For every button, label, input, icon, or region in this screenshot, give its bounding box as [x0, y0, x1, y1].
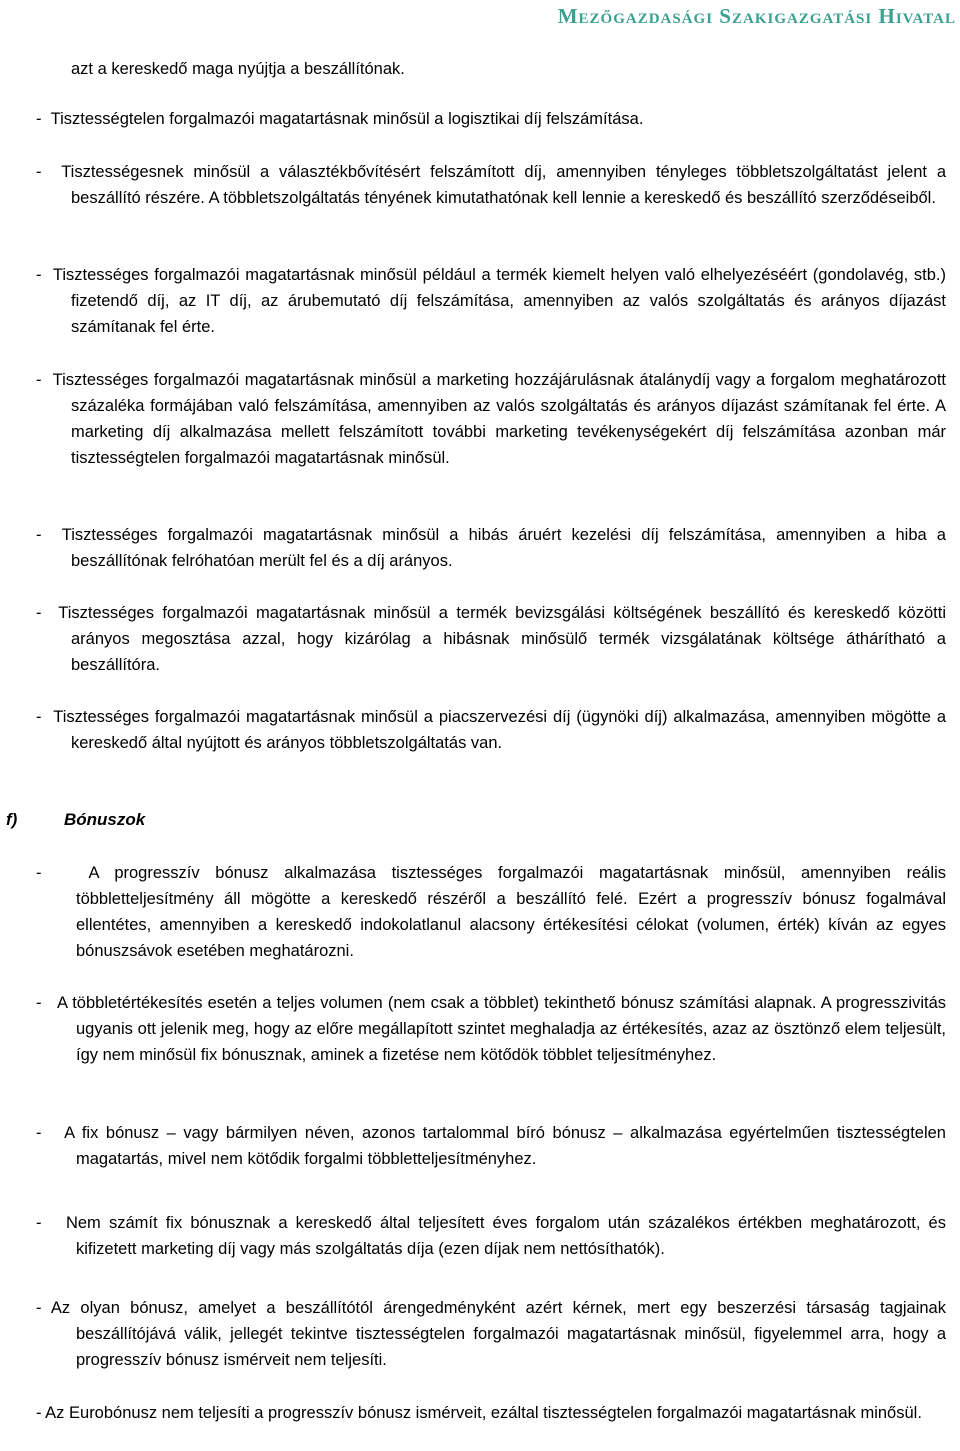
list-item-fixed-bonus: - A fix bónusz – vagy bármilyen néven, azonos tartalommal bíró bónusz – alkalmazása egyértelműen tisztességtelen magatartás, mivel nem kötődik forgalmi többletteljesítményhez.: [36, 1124, 946, 1168]
list-item-eurobonus: - Az Eurobónusz nem teljesíti a progresszív bónusz ismérveit, ezáltal tisztességtelen forgalmazói magatartásnak minősül.: [36, 1404, 922, 1422]
section-heading: [6, 810, 145, 830]
list-item-handling-fee: - Tisztességes forgalmazói magatartásnak minősül a hibás áruért kezelési díj felszámítása, amennyiben a hiba a beszállítónak felróhatóan merült fel és a díj arányos.: [36, 526, 946, 570]
section-letter: f): [6, 810, 18, 829]
list-item-purchasing-bonus: - Az olyan bónusz, amelyet a beszállítótól árengedményként azért kérnek, mert egy beszerzési társaság tagjainak beszállítójává válik, jellegét tekintve tisztességtelen forgalmazói magatartásnak minősül, figyelemmel arra, hogy a progresszív bónusz ismérveit nem teljesíti.: [36, 1299, 946, 1369]
list-item-placement-fee: - Tisztességes forgalmazói magatartásnak minősül például a termék kiemelt helyen való elhelyezéséért (gondolavég, stb.) fizetendő díj, az IT díj, az árubemutató díj felszámítása, amennyiben az valós szolgáltatás és arányos díjazást számítanak fel érte.: [36, 266, 946, 336]
list-item-inspection-cost: - Tisztességes forgalmazói magatartásnak minősül a termék bevizsgálási költségének beszállító és kereskedő közötti arányos megosztása azzal, hogy kizárólag a hibásnak minősülő termék vizsgálatának költsége áthárítható a beszállítóra.: [36, 604, 946, 674]
list-item-market-fee: - Tisztességes forgalmazói magatartásnak minősül a piacszervezési díj (ügynöki díj) alkalmazása, amennyiben mögötte a kereskedő által nyújtott és arányos többletszolgáltatás van.: [36, 708, 946, 752]
intro-continuation: azt a kereskedő maga nyújtja a beszállítónak.: [71, 60, 405, 78]
page-header: Mezőgazdasági Szakigazgatási Hivatal: [557, 4, 956, 28]
list-item-not-fixed-bonus: - Nem számít fix bónusznak a kereskedő által teljesített éves forgalom után százalékos értékben meghatározott, és kifizetett marketing díj vagy más szolgáltatás díja (ezen díjak nem nettósíthatók).: [36, 1214, 946, 1258]
list-item-extra-sales: - A többletértékesítés esetén a teljes volumen (nem csak a többlet) tekinthető bónusz számítási alapnak. A progresszivitás ugyanis ott jelenik meg, hogy az előre megállapított szintet meghaladja az értékesítés, azaz az ösztönző elem teljesült, így nem minősül fix bónusznak, aminek a fizetése nem kötődök többlet teljesítményhez.: [36, 994, 946, 1064]
list-item-marketing-fee: - Tisztességes forgalmazói magatartásnak minősül a marketing hozzájárulásnak átalánydíj vagy a forgalom meghatározott százaléka formájában való felszámítása, amennyiben az valós szolgáltatás és arányos díjazást számítanak fel érte. A marketing díj alkalmazása mellett felszámított további marketing tevékenységekért díj felszámítása azonban már tisztességtelen forgalmazói magatartásnak minősül.: [36, 371, 946, 467]
list-item-progressive-bonus: - A progresszív bónusz alkalmazása tisztességes forgalmazói magatartásnak minősül, amennyiben reális többletteljesítmény áll mögötte a kereskedő részéről a beszállító felé. Ezért a progresszív bónusz fogalmával ellentétes, amennyiben a kereskedő indokolatlanul alacsony értékesítési célokat (volumen, érték) kíván az egyes bónuszsávok esetében meghatározni.: [36, 864, 946, 960]
section-title: Bónuszok: [64, 810, 146, 829]
list-item-assortment-fee: - Tisztességesnek minősül a választékbővítésért felszámított díj, amennyiben tényleges többletszolgáltatást jelent a beszállító részére. A többletszolgáltatás tényének kimutathatónak kell lennie a kereskedő és beszállító szerződéseiből.: [36, 163, 946, 207]
list-item-logistics-fee: - Tisztességtelen forgalmazói magatartásnak minősül a logisztikai díj felszámítása.: [36, 110, 644, 128]
